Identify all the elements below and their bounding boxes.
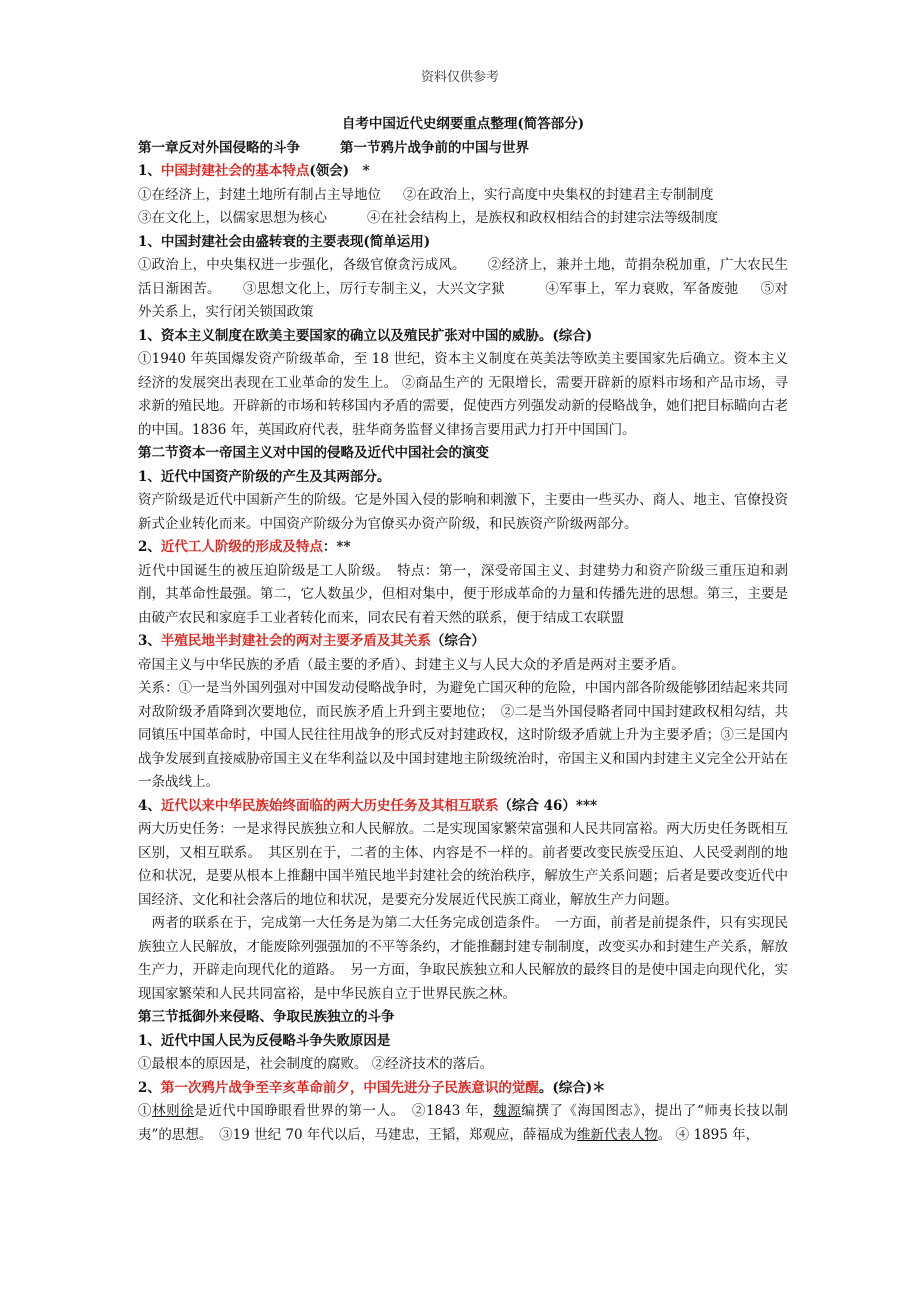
- question-tail: （综合）: [430, 633, 485, 649]
- answer-paragraph: 两大历史任务：一是求得民族独立和人民解放。二是实现国家繁荣富强和人民共同富裕。两大历史任务既相互区别，又相互联系。 其区别在于，二者的主体、内容是不一样的。前者要改变民族受压迫、人民受剥削的地位和状况，是要从根本上推翻中国半殖民地半封建社会的统治秩序，解放生产关系问题；后者是要改变近代中国经济、文化和社会落后的地位和状况，是要充分发展近代民族工商业，解放生产力问题。: [138, 821, 788, 908]
- header-note: 资料仅供参考: [420, 70, 499, 85]
- answer-item: ②在政治上，实行高度中央集权的封建君主专制制度: [403, 186, 714, 203]
- answer-paragraph: 近代中国诞生的被压迫阶级是工人阶级。 特点：第一，深受帝国主义、封建势力和资产阶级三重压迫和剥削，其革命性最强。第二，它人数虽少，但相对集中，便于形成革命的力量和传播先进的思想。第三，主要是由破产农民和家庭手工业者转化而来，同农民有着天然的联系，便于结成工农联盟: [138, 562, 788, 626]
- underlined-name: 林则徐: [152, 1103, 195, 1119]
- question-tail: （综合 46）***: [498, 797, 598, 814]
- chapter-heading: [138, 137, 788, 161]
- answer-item: ④在社会结构上，是族权和政权相结合的封建宗法等级制度: [367, 210, 718, 226]
- section-heading: 第三节抵御外来侵略、争取民族独立的斗争: [138, 1009, 395, 1025]
- answer-item: ②经济上，兼并土地，苛捐杂税加重，广大农民生活日渐困苦。: [138, 257, 789, 297]
- underlined-name: 魏源: [493, 1103, 522, 1119]
- answer-text: 。 ④ 1895 年，: [657, 1126, 760, 1143]
- question-number: 1、: [138, 163, 161, 179]
- section-heading: 第二节资本一帝国主义对中国的侵略及近代中国社会的演变: [138, 445, 489, 461]
- answer-paragraph: 帝国主义与中华民族的矛盾（最主要的矛盾）、封建主义与人民大众的矛盾是两对主要矛盾。: [138, 656, 685, 673]
- answer-paragraph: [138, 1100, 788, 1147]
- answer-text: ①: [138, 1103, 153, 1119]
- answer-item: ①在经济上，封建土地所有制占主导地位: [138, 186, 381, 203]
- question-heading: 1、中国封建社会由盛转衰的主要表现(简单运用): [138, 233, 431, 250]
- answer-paragraph: ①最根本的原因是，社会制度的腐败。 ②经济技术的落后。: [138, 1056, 494, 1072]
- question-tail: 。(综合)＊: [538, 1079, 606, 1096]
- question-highlight: 近代工人阶级的形成及特点: [160, 539, 323, 555]
- question-heading: [138, 536, 788, 560]
- answer-line: [138, 184, 788, 208]
- document-title: 自考中国近代史纲要重点整理(简答部分): [341, 116, 585, 132]
- question-heading: 1、近代中国人民为反侵略斗争失败原因是: [138, 1032, 391, 1049]
- question-highlight: 近代以来中华民族始终面临的两大历史任务及其相互联系: [160, 797, 499, 814]
- answer-line: [138, 207, 788, 231]
- question-tail: (领会) *: [309, 163, 370, 179]
- answer-item: ③思想文化上，厉行专制主义，大兴文字狱: [242, 280, 506, 297]
- question-number: 4、: [138, 797, 161, 814]
- question-heading: [138, 1077, 788, 1101]
- question-heading: 1、近代中国资产阶级的产生及其两部分。: [138, 468, 391, 485]
- document-body: [138, 113, 788, 1147]
- question-number: 2、: [138, 539, 161, 555]
- answer-paragraph: ①1940 年英国爆发资产阶级革命，至 18 世纪，资本主义制度在英美法等欧美主要国家先后确立。资本主义经济的发展突出表现在工业革命的发生上。 ②商品生产的 无限增长，需要开辟新的原料市场和产品市场，寻求新的殖民地。开辟新的市场和转移国内矛盾的需要，促使西方列强发动新的侵略战争，她们把目标瞄向古老的中国。1836 年，英国政府代表，驻华商务监督义律扬言要用武力打开中国国门。: [138, 351, 788, 438]
- underlined-name: 维新代表人物: [576, 1126, 658, 1143]
- answer-text: 编撰了《海国图志》，提出了“师夷长技以制夷”的思想。 ③19 世纪 70 年代以后，马建忠，王韬，郑观应，薛福成为: [138, 1103, 789, 1143]
- answer-item: ⑤对外关系上，实行闭关锁国政策: [138, 280, 789, 320]
- question-highlight: 第一次鸦片战争至辛亥革命前夕，中国先进分子民族意识的觉醒: [160, 1079, 539, 1096]
- question-heading: 1、资本主义制度在欧美主要国家的确立以及殖民扩张对中国的威胁。(综合): [138, 327, 593, 344]
- answer-paragraph: 关系：①一是当外国列强对中国发动侵略战争时，为避免亡国灭种的危险，中国内部各阶级能够团结起来共同对敌阶级矛盾降到次要地位，而民族矛盾上升到主要地位； ②二是当外国侵略者同中国封建政权相勾结，共同镇压中国革命时，中国人民往往用战争的形式反对封建政权，这时阶级矛盾就上升为主要矛盾；③三是国内战争发展到直接威胁帝国主义在华利益以及中国封建地主阶级统治时，帝国主义和国内封建主义完全公开站在一条战线上。: [138, 680, 788, 790]
- answer-paragraph: 资产阶级是近代中国新产生的阶级。它是外国入侵的影响和刺激下，主要由一些买办、商人、地主、官僚投资新式企业转化而来。中国资产阶级分为官僚买办资产阶级，和民族资产阶级两部分。: [138, 492, 788, 532]
- question-heading: [138, 630, 788, 654]
- chapter-title: 第一章反对外国侵略的斗争: [138, 139, 300, 156]
- answer-paragraph: 两者的联系在于，完成第一大任务是为第二大任务完成创造条件。 一方面，前者是前提条件，只有实现民族独立人民解放，才能废除列强强加的不平等条约，才能推翻封建专制制度，改变买办和封建生产关系，解放生产力，开辟走向现代化的道路。 另一方面，争取民族独立和人民解放的最终目的是使中国走向现代化，实现国家繁荣和人民共同富裕，是中华民族自立于世界民族之林。: [138, 915, 788, 1002]
- answer-item: ③在文化上，以儒家思想为核心: [138, 210, 327, 226]
- answer-text: 是近代中国睁眼看世界的第一人。 ②1843 年，: [194, 1103, 494, 1119]
- question-number: 3、: [138, 633, 161, 649]
- answer-item: ①政治上，中央集权进一步强化，各级官僚贪污成风。: [138, 257, 466, 273]
- question-number: 2、: [138, 1079, 161, 1096]
- answer-paragraph: [138, 254, 788, 325]
- question-heading: [138, 795, 788, 819]
- section-title: 第一节鸦片战争前的中国与世界: [340, 139, 529, 156]
- question-highlight: 半殖民地半封建社会的两对主要矛盾及其关系: [160, 633, 431, 649]
- question-tail: ：**: [322, 539, 351, 555]
- answer-item: ④军事上，军力衰败，军备废弛: [545, 280, 739, 297]
- question-highlight: 中国封建社会的基本特点: [160, 163, 310, 179]
- question-heading: [138, 160, 788, 184]
